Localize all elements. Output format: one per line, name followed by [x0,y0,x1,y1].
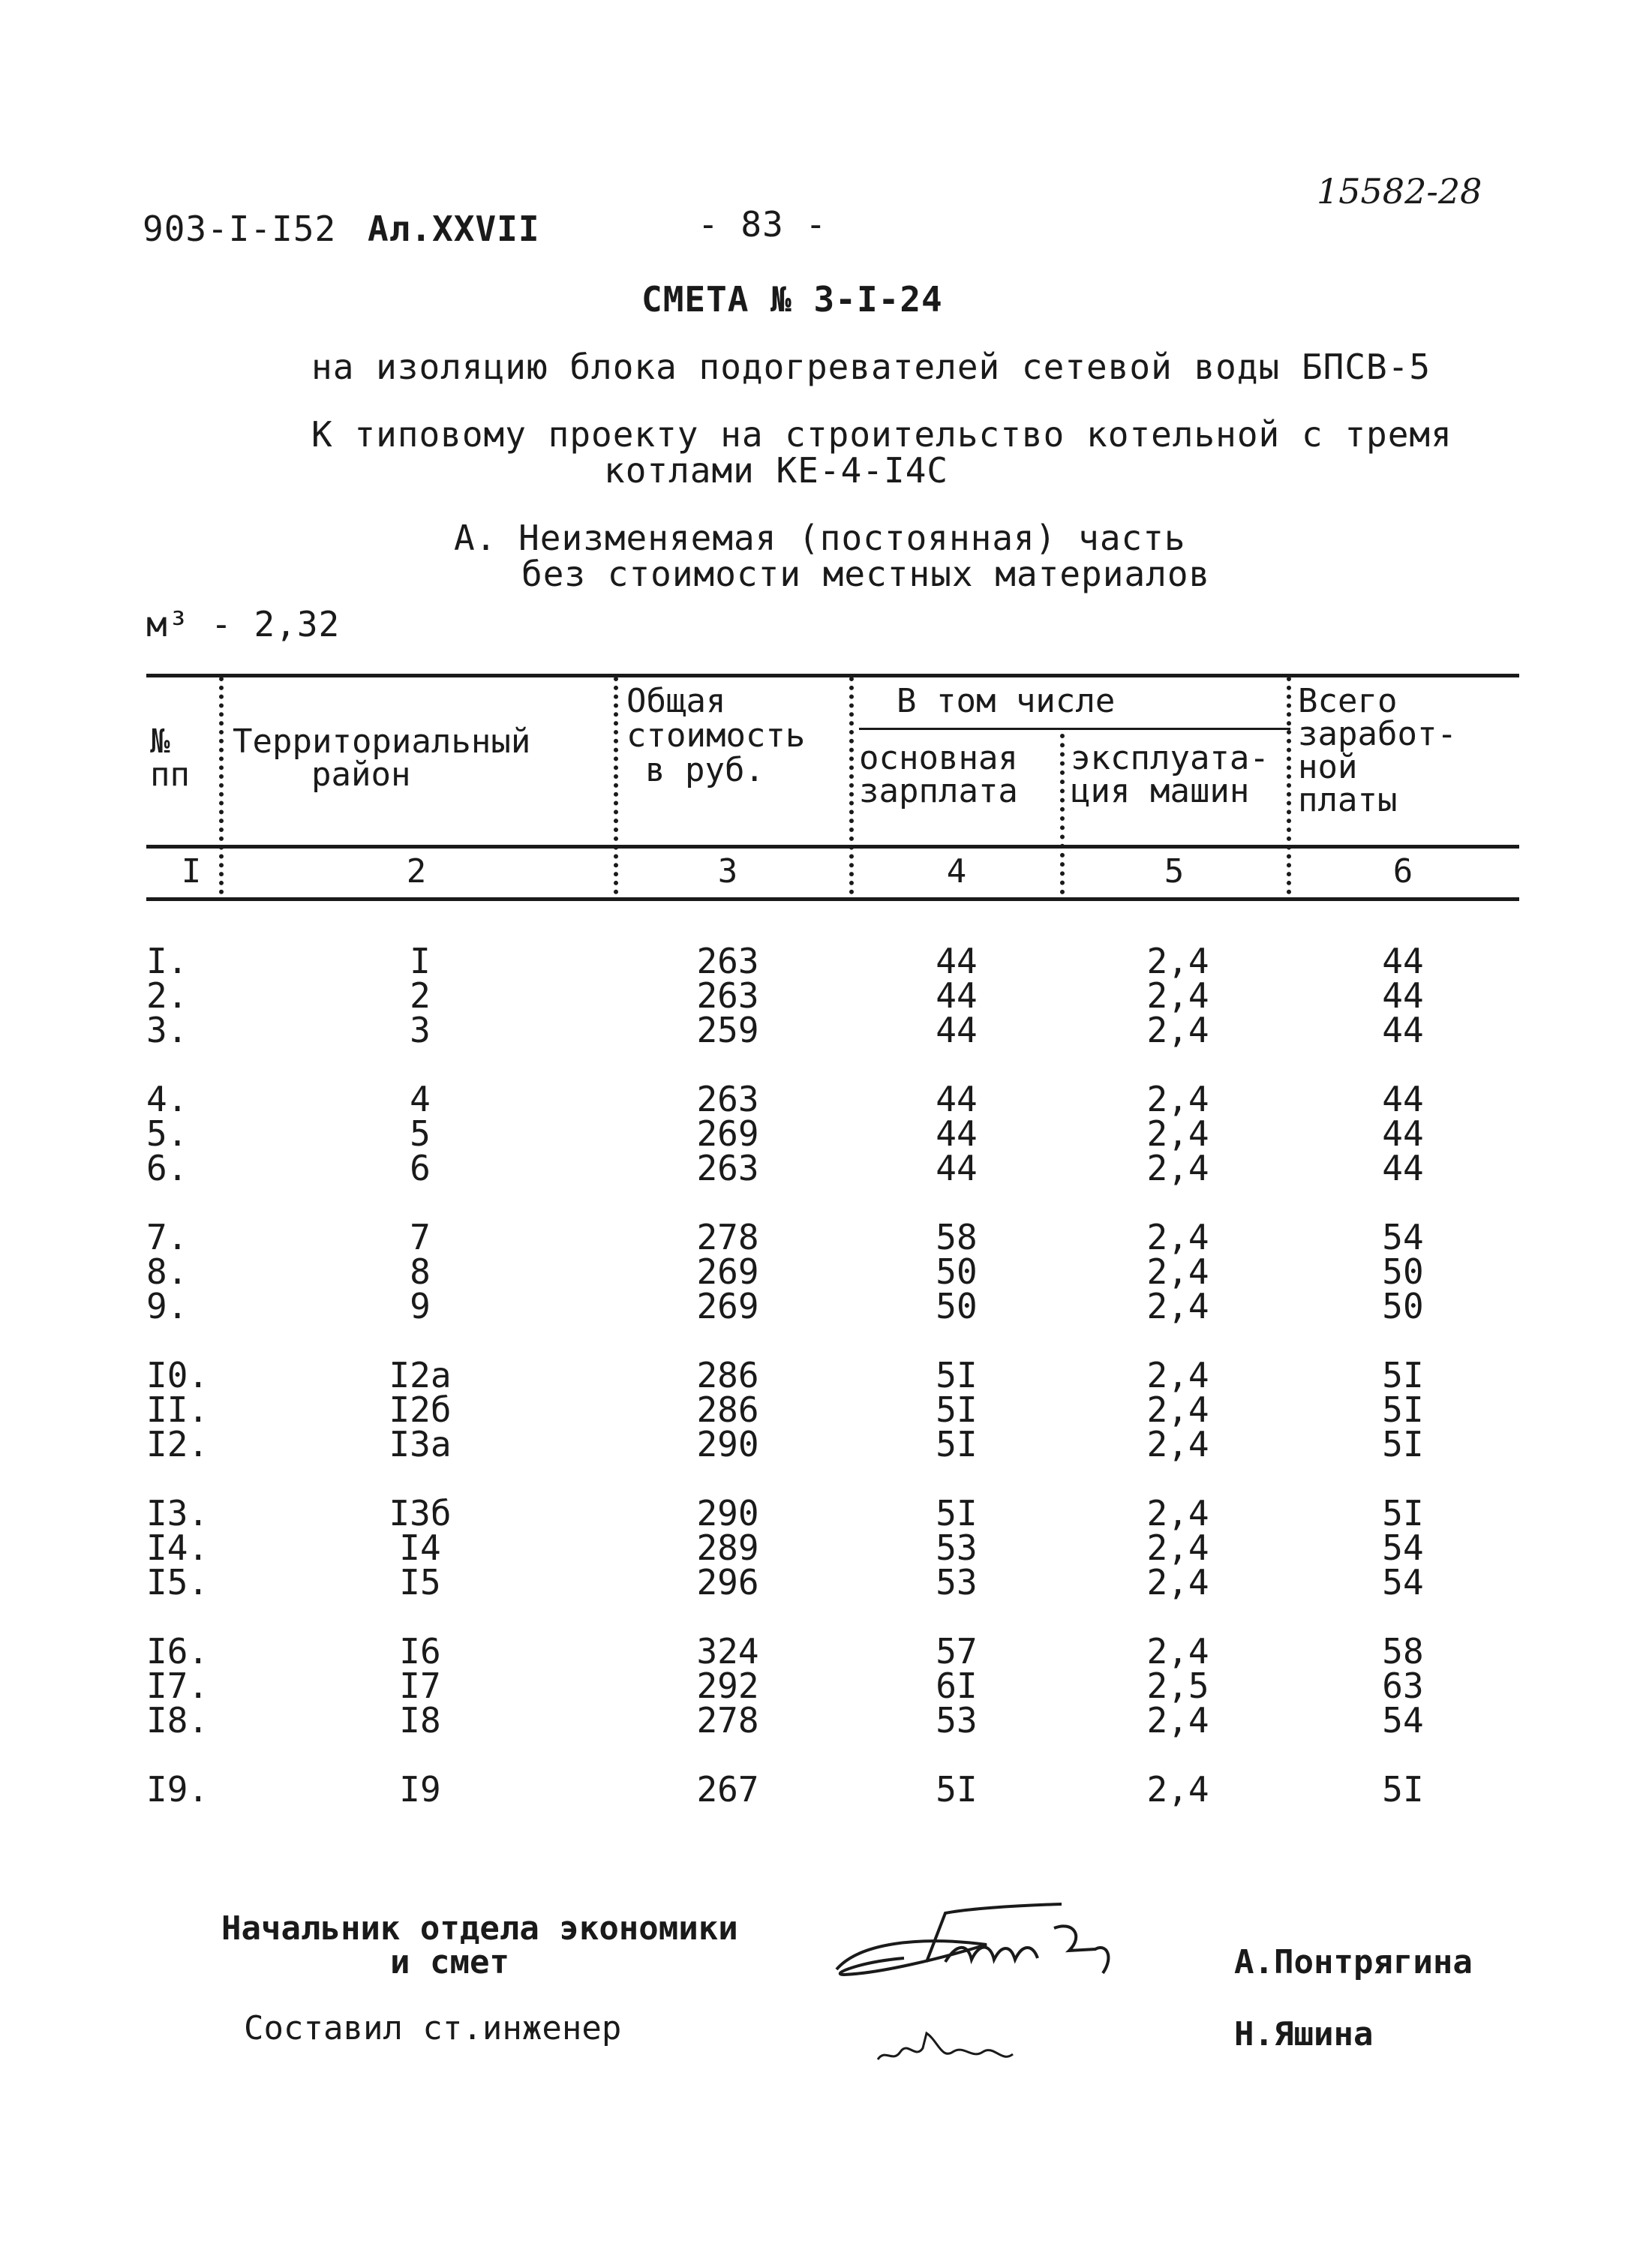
compiler-name: Н.Яшина [1234,2015,1374,2053]
table-cell-n: 2. [146,975,188,1016]
document-code: 903-I-I52 [143,209,337,249]
header-machines-b: ция машин [1071,772,1250,810]
estimate-title: СМЕТА № 3-I-24 [641,279,943,320]
volume-label: м³ - 2,32 [146,604,341,644]
table-cell-r: I9 [399,1769,441,1810]
table-cell-t: 269 [696,1251,759,1292]
header-all-wages-d: платы [1298,781,1398,819]
table-cell-t: 263 [696,1079,759,1119]
table-cell-s: 54 [1382,1528,1424,1568]
table-cell-m: 2,4 [1146,1769,1209,1810]
album-number: Ал.XXVII [368,209,540,249]
header-all-wages: Всего [1298,682,1398,720]
table-cell-w: 53 [936,1528,978,1568]
table-cell-r: 3 [410,1010,431,1050]
table-cell-n: II. [146,1389,209,1430]
table-cell-t: 263 [696,941,759,981]
table-cell-w: 6I [936,1666,978,1706]
table-cell-m: 2,4 [1146,1148,1209,1188]
table-cell-m: 2,4 [1146,1700,1209,1741]
table-cell-s: 5I [1382,1389,1424,1430]
table-cell-r: 8 [410,1251,431,1292]
table-top-rule [146,674,1519,677]
table-cell-s: 58 [1382,1631,1424,1672]
column-number: 3 [717,852,738,891]
header-region: Территориальный [233,722,531,761]
table-cell-t: 289 [696,1528,759,1568]
table-cell-n: 8. [146,1251,188,1292]
table-cell-t: 290 [696,1493,759,1534]
table-cell-w: 44 [936,941,978,981]
table-cell-s: 54 [1382,1700,1424,1741]
table-cell-n: I9. [146,1769,209,1810]
column-number: 6 [1392,852,1413,891]
table-cell-t: 269 [696,1113,759,1154]
table-cell-t: 263 [696,1148,759,1188]
header-including: В том числе [897,682,1116,720]
table-cell-m: 2,4 [1146,975,1209,1016]
header-wage: основная [859,739,1018,777]
table-cell-s: 5I [1382,1424,1424,1464]
table-cell-w: 5I [936,1355,978,1395]
table-cell-w: 5I [936,1424,978,1464]
table-cell-n: I4. [146,1528,209,1568]
header-region-b: район [311,755,411,794]
table-cell-m: 2,4 [1146,941,1209,981]
column-number: I [181,852,202,891]
chief-name: А.Понтрягина [1234,1943,1473,1981]
table-cell-m: 2,4 [1146,1113,1209,1154]
table-cell-s: 63 [1382,1666,1424,1706]
table-cell-n: 9. [146,1286,188,1326]
table-cell-m: 2,4 [1146,1251,1209,1292]
subheader-rule [859,728,1290,730]
table-cell-w: 44 [936,1079,978,1119]
table-cell-m: 2,4 [1146,1562,1209,1603]
table-cell-n: I. [146,941,188,981]
table-cell-m: 2,4 [1146,1286,1209,1326]
table-cell-r: I4 [399,1528,441,1568]
column-number: 5 [1164,852,1185,891]
table-cell-t: 292 [696,1666,759,1706]
page-number: - 83 - [698,204,828,245]
table-cell-n: 3. [146,1010,188,1050]
table-cell-r: I3б [389,1493,452,1534]
stamp-number: 15582-28 [1317,171,1482,212]
header-machines: эксплуата- [1071,739,1269,777]
table-cell-t: 267 [696,1769,759,1810]
header-num-pp: пп [150,755,190,794]
col-separator [1060,734,1065,894]
header-total-b: стоимость [626,716,806,755]
table-cell-w: 44 [936,1113,978,1154]
table-cell-w: 44 [936,1148,978,1188]
table-cell-r: I2б [389,1389,452,1430]
table-cell-w: 44 [936,975,978,1016]
table-cell-s: 44 [1382,1010,1424,1050]
table-cell-t: 286 [696,1355,759,1395]
project-reference-cont: котлами КЕ-4-I4С [604,450,949,491]
header-all-wages-c: ной [1298,748,1358,786]
table-cell-n: I7. [146,1666,209,1706]
table-cell-t: 286 [696,1389,759,1430]
table-cell-r: 5 [410,1113,431,1154]
estimate-subject: на изоляцию блока подогревателей сетевой воды БПСВ-5 [311,347,1431,387]
table-cell-n: 6. [146,1148,188,1188]
table-cell-s: 54 [1382,1562,1424,1603]
table-cell-r: 9 [410,1286,431,1326]
column-number: 2 [406,852,427,891]
table-cell-w: 53 [936,1700,978,1741]
estimate-table [146,674,1519,1844]
table-cell-n: 7. [146,1217,188,1257]
header-wage-b: зарплата [859,772,1018,810]
table-cell-s: 50 [1382,1251,1424,1292]
table-cell-t: 259 [696,1010,759,1050]
chief-title: Начальник отдела экономики [221,1909,738,1948]
table-cell-w: 58 [936,1217,978,1257]
table-cell-s: 54 [1382,1217,1424,1257]
table-cell-n: I3. [146,1493,209,1534]
table-cell-m: 2,4 [1146,1631,1209,1672]
col-separator [1287,677,1291,894]
compiler-signature [870,2018,1035,2078]
table-cell-s: 44 [1382,975,1424,1016]
compiler-title: Составил ст.инженер [244,2009,622,2047]
table-cell-w: 5I [936,1493,978,1534]
table-cell-w: 5I [936,1769,978,1810]
table-cell-r: 6 [410,1148,431,1188]
table-cell-s: 5I [1382,1769,1424,1810]
table-cell-r: 4 [410,1079,431,1119]
table-cell-r: I5 [399,1562,441,1603]
table-cell-w: 50 [936,1251,978,1292]
table-cell-m: 2,4 [1146,1424,1209,1464]
table-cell-n: I5. [146,1562,209,1603]
table-cell-m: 2,4 [1146,1355,1209,1395]
table-cell-m: 2,4 [1146,1217,1209,1257]
table-cell-n: I6. [146,1631,209,1672]
table-cell-s: 50 [1382,1286,1424,1326]
table-cell-t: 263 [696,975,759,1016]
table-cell-r: I3а [389,1424,452,1464]
table-cell-s: 44 [1382,1113,1424,1154]
col-separator [849,677,854,894]
table-cell-r: I [410,941,431,981]
chief-signature [814,1891,1159,2003]
table-cell-n: I0. [146,1355,209,1395]
col-separator [614,677,618,894]
table-cell-t: 278 [696,1217,759,1257]
table-cell-r: I6 [399,1631,441,1672]
table-cell-t: 324 [696,1631,759,1672]
table-cell-w: 5I [936,1389,978,1430]
chief-title-cont: и смет [390,1943,509,1981]
column-number: 4 [946,852,967,891]
table-cell-r: I2а [389,1355,452,1395]
table-cell-w: 50 [936,1286,978,1326]
table-cell-n: I8. [146,1700,209,1741]
table-cell-t: 290 [696,1424,759,1464]
table-cell-n: I2. [146,1424,209,1464]
table-cell-s: 5I [1382,1493,1424,1534]
project-reference: К типовому проекту на строительство котельной с тремя [311,414,1452,455]
table-cell-m: 2,5 [1146,1666,1209,1706]
table-cell-m: 2,4 [1146,1389,1209,1430]
header-num: № [150,722,170,761]
table-cell-n: 5. [146,1113,188,1154]
table-cell-w: 53 [936,1562,978,1603]
colnum-bottom-rule [146,897,1519,901]
section-subtitle: без стоимости местных материалов [521,554,1211,594]
table-cell-r: 7 [410,1217,431,1257]
table-cell-w: 44 [936,1010,978,1050]
section-title: А. Неизменяемая (постоянная) часть [454,518,1186,558]
table-cell-s: 44 [1382,1148,1424,1188]
table-cell-r: 2 [410,975,431,1016]
table-cell-t: 269 [696,1286,759,1326]
table-cell-t: 278 [696,1700,759,1741]
table-cell-t: 296 [696,1562,759,1603]
header-bottom-rule [146,845,1519,849]
table-cell-m: 2,4 [1146,1010,1209,1050]
table-cell-r: I8 [399,1700,441,1741]
header-all-wages-b: заработ- [1298,715,1457,753]
table-cell-m: 2,4 [1146,1493,1209,1534]
table-cell-w: 57 [936,1631,978,1672]
table-cell-r: I7 [399,1666,441,1706]
header-total: Общая [626,682,726,720]
table-cell-s: 44 [1382,1079,1424,1119]
table-cell-m: 2,4 [1146,1528,1209,1568]
table-cell-s: 44 [1382,941,1424,981]
table-cell-n: 4. [146,1079,188,1119]
header-total-c: в руб. [645,751,764,789]
table-cell-s: 5I [1382,1355,1424,1395]
table-cell-m: 2,4 [1146,1079,1209,1119]
